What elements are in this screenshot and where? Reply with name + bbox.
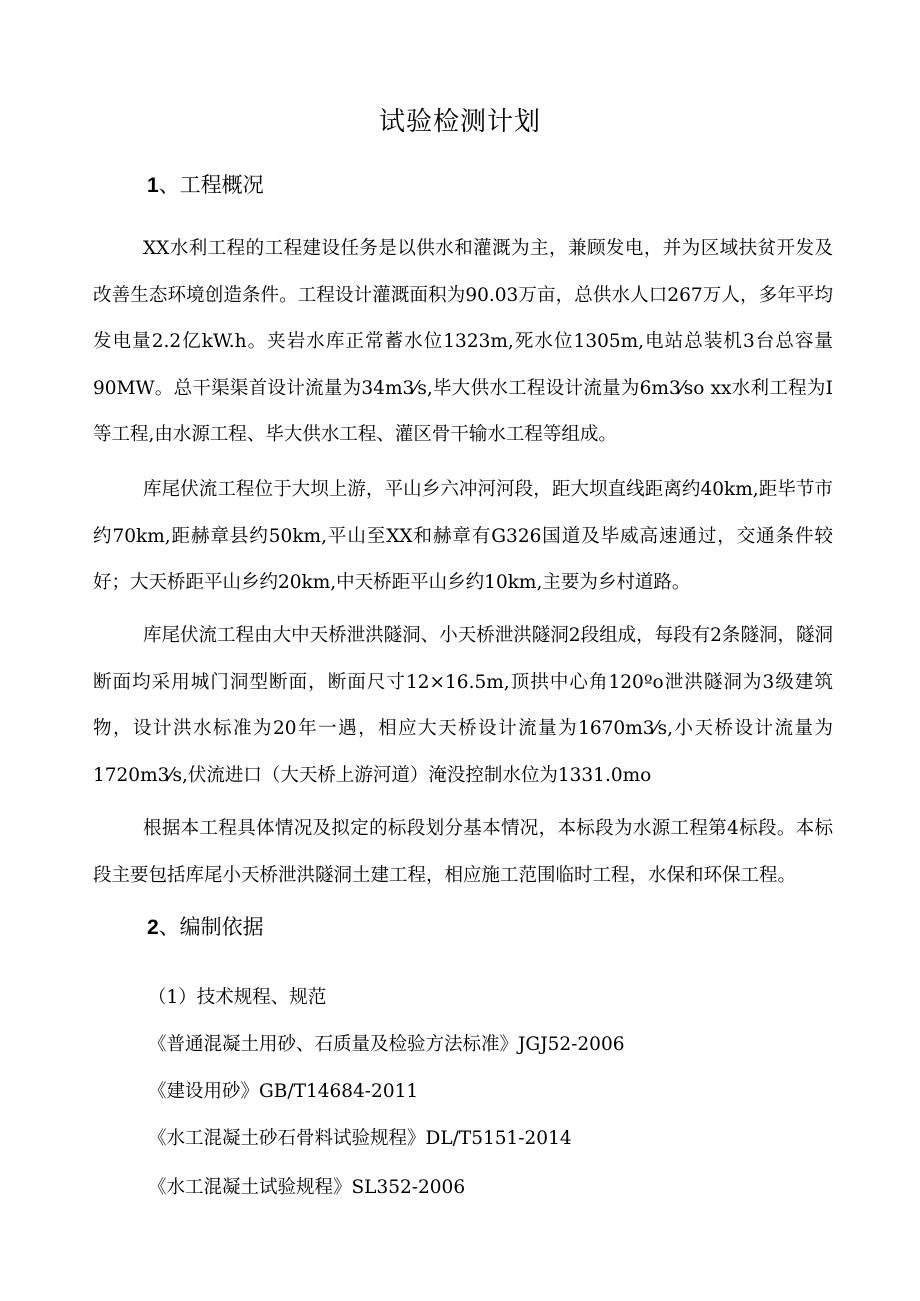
- standard-item: 《建设用砂》GB/T14684-2011: [148, 1081, 419, 1102]
- section-heading-basis: [147, 912, 264, 943]
- section-heading-overview: [147, 170, 264, 201]
- paragraph-project-overview: XX水利工程的工程建设任务是以供水和灌溉为主，兼顾发电，并为区域扶贫开发及改善生态环境创造条件。工程设计灌溉面积为90.03万亩，总供水人口267万人，多年平均发电量2.2亿kW.h。夹岩水库正常蓄水位1323m,死水位1305m,电站总装机3台总容量90MW。总干渠渠首设计流量为34m3⁄s,毕大供水工程设计流量为6m3⁄so xx水利工程为I等工程,由水源工程、毕大供水工程、灌区骨干输水工程等组成。: [93, 238, 833, 445]
- standard-item: 《普通混凝土用砂、石质量及检验方法标准》JGJ52-2006: [148, 1034, 625, 1055]
- section-number: 2: [147, 916, 159, 939]
- paragraph-tail-underground-location: 库尾伏流工程位于大坝上游，平山乡六冲河河段，距大坝直线距离约40km,距毕节市约70km,距赫章县约50km,平山至XX和赫章有G326国道及毕威高速通过，交通条件较好；大天桥距平山乡约20km,中天桥距平山乡约10km,主要为乡村道路。: [93, 479, 833, 593]
- section-heading-text: 、编制依据: [158, 915, 264, 939]
- section-number: 1: [147, 174, 159, 197]
- subheading-technical-specs: （1）技术规程、规范: [148, 987, 327, 1008]
- section-heading-text: 、工程概况: [158, 173, 264, 197]
- document-title: 试验检测计划: [378, 107, 541, 137]
- paragraph-tunnel-composition: 库尾伏流工程由大中天桥泄洪隧洞、小天桥泄洪隧洞2段组成，每段有2条隧洞，隧洞断面均采用城门洞型断面，断面尺寸12×16.5m,顶拱中心角120ºo泄洪隧洞为3级建筑物，设计洪水标准为20年一遇，相应大天桥设计流量为1670m3⁄s,小天桥设计流量为1720m3⁄s,伏流进口（大天桥上游河道）淹没控制水位为1331.0mo: [93, 625, 833, 786]
- standard-item: 《水工混凝土试验规程》SL352-2006: [148, 1177, 466, 1198]
- paragraph-bid-section: 根据本工程具体情况及拟定的标段划分基本情况，本标段为水源工程第4标段。本标段主要包括库尾小天桥泄洪隧洞土建工程，相应施工范围临时工程，水保和环保工程。: [93, 818, 833, 886]
- standard-item: 《水工混凝土砂石骨料试验规程》DL/T5151-2014: [148, 1128, 572, 1149]
